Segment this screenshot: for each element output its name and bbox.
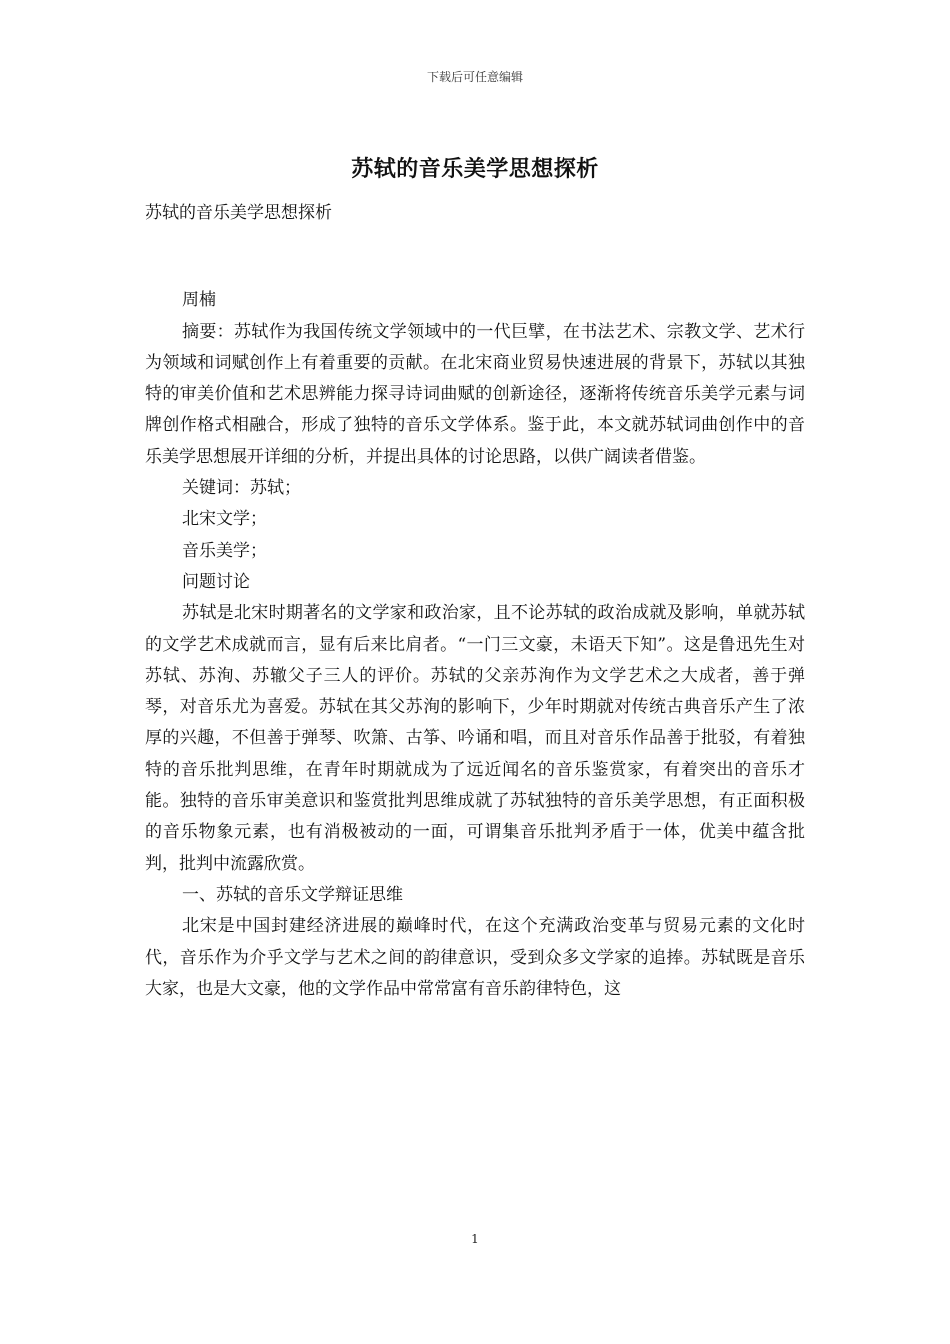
document-subtitle: 苏轼的音乐美学思想探析 bbox=[145, 203, 332, 223]
abstract-paragraph: 摘要：苏轼作为我国传统文学领域中的一代巨擘，在书法艺术、宗教文学、艺术行为领域和词赋创作上有着重要的贡献。在北宋商业贸易快速进展的背景下，苏轼以其独特的审美价值和艺术思辨能力探寻诗词曲赋的创新途径，逐渐将传统音乐美学元素与词牌创作格式相融合，形成了独特的音乐文学体系。鉴于此，本文就苏轼词曲创作中的音乐美学思想展开详细的分析，并提出具体的讨论思路，以供广阔读者借鉴。 bbox=[145, 321, 805, 467]
page-header: 下载后可任意编辑 bbox=[426, 70, 523, 84]
section-heading: 一、苏轼的音乐文学辩证思维 bbox=[182, 884, 403, 905]
body-paragraph: 北宋是中国封建经济进展的巅峰时代，在这个充满政治变革与贸易元素的文化时代，音乐作为介乎文学与艺术之间的韵律意识，受到众多文学家的追捧。苏轼既是音乐大家，也是大文豪，他的文学作品中常常富有音乐韵律特色，这 bbox=[145, 916, 805, 999]
author-name: 周楠 bbox=[182, 290, 216, 311]
page-number: 1 bbox=[471, 1232, 479, 1246]
keyword-line: 音乐美学； bbox=[182, 540, 267, 561]
intro-paragraph: 苏轼是北宋时期著名的文学家和政治家，且不论苏轼的政治成就及影响，单就苏轼的文学艺术成就而言，显有后来比肩者。“一门三文豪，未语天下知”。这是鲁迅先生对苏轼、苏洵、苏辙父子三人的评价。苏轼的父亲苏洵作为文学艺术之大成者，善于弹琴，对音乐尤为喜爱。苏轼在其父苏洵的影响下，少年时期就对传统古典音乐产生了浓厚的兴趣，不但善于弹琴、吹箫、古筝、吟诵和唱，而且对音乐作品善于批驳，有着独特的音乐批判思维，在青年时期就成为了远近闻名的音乐鉴赏家，有着突出的音乐才能。独特的音乐审美意识和鉴赏批判思维成就了苏轼独特的音乐美学思想，有正面积极的音乐物象元素，也有消极被动的一面，可谓集音乐批判矛盾于一体，优美中蕴含批判，批判中流露欣赏。 bbox=[145, 603, 805, 874]
document-body bbox=[145, 198, 805, 1005]
keyword-line: 北宋文学； bbox=[182, 509, 267, 530]
keyword-line: 问题讨论 bbox=[182, 571, 250, 592]
keyword-line: 关键词：苏轼； bbox=[182, 478, 301, 499]
document-title: 苏轼的音乐美学思想探析 bbox=[351, 156, 599, 182]
